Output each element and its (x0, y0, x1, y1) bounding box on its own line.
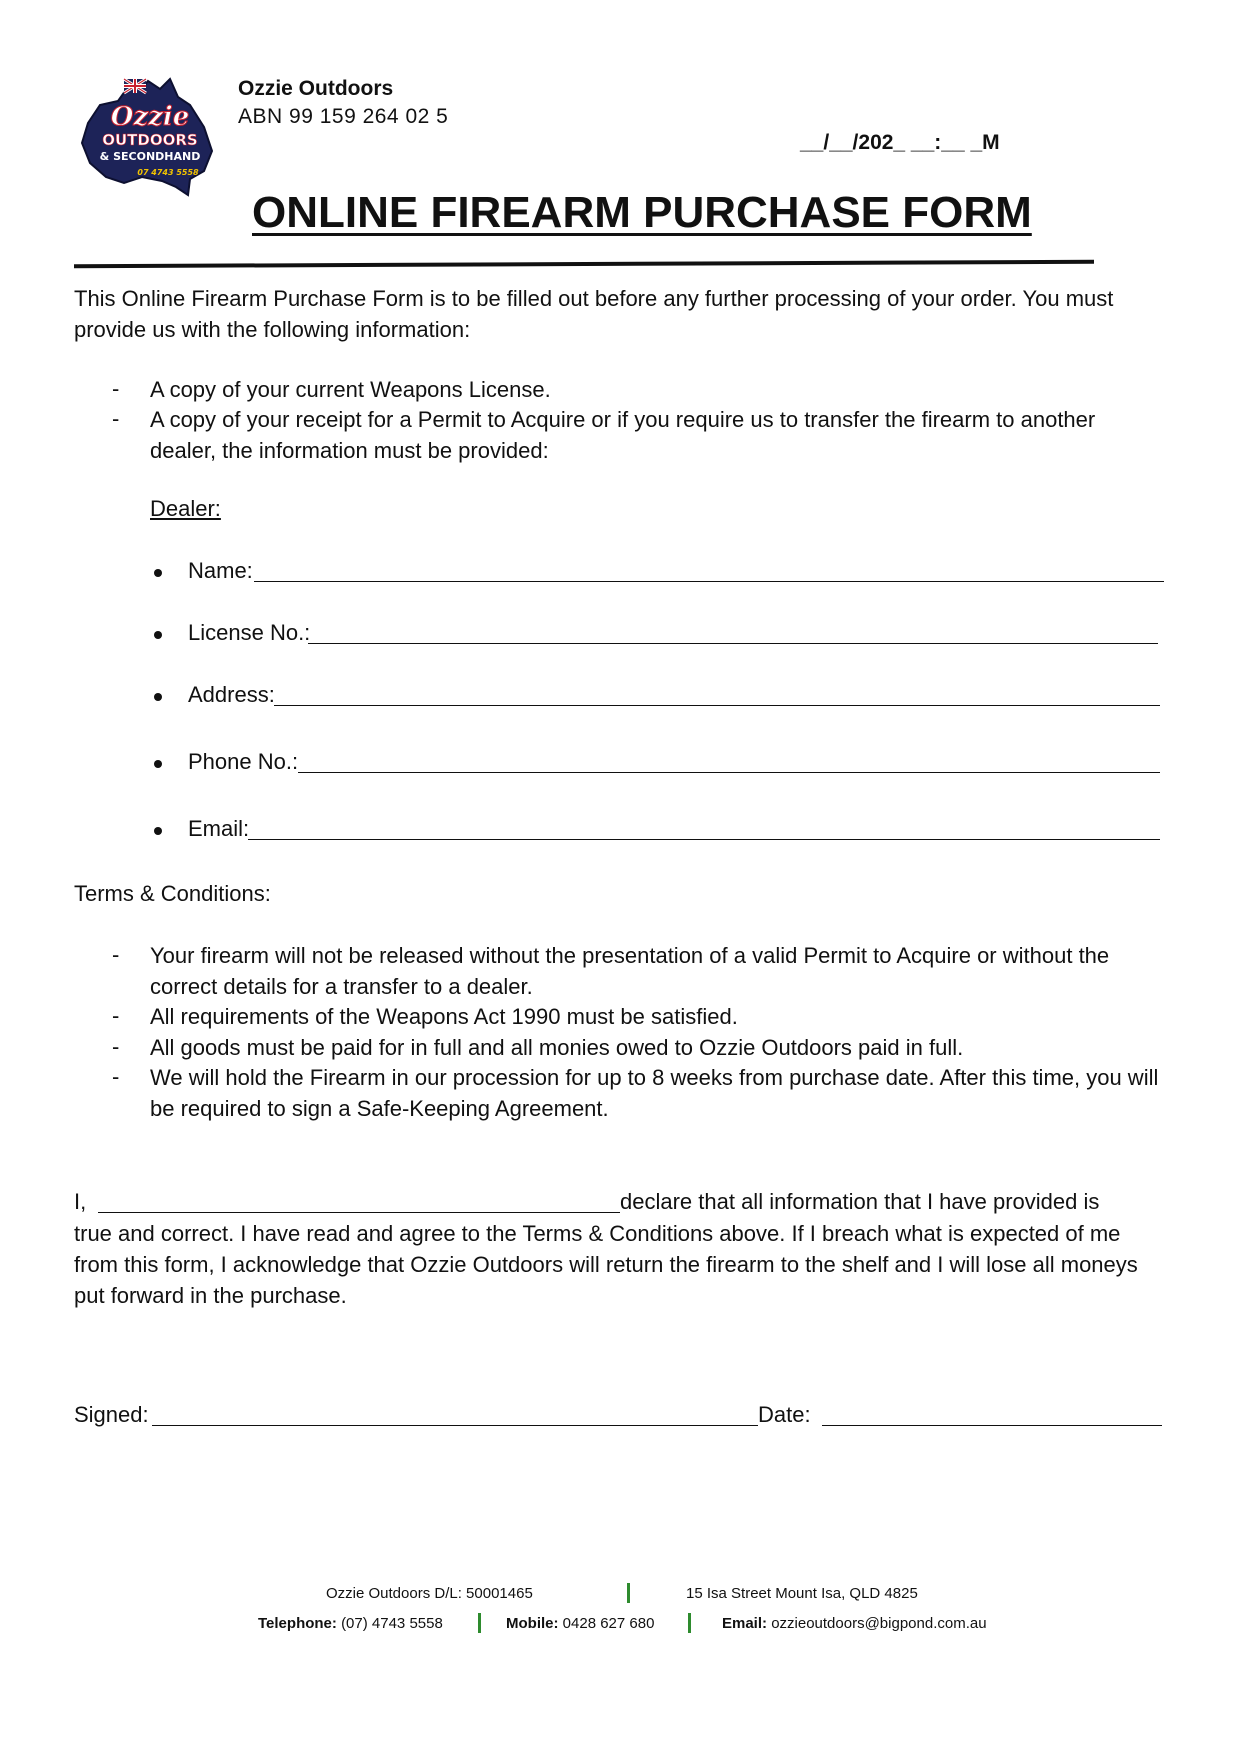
logo-text-ozzie: Ozzie (110, 102, 190, 132)
bullet (154, 631, 162, 639)
footer-address: 15 Isa Street Mount Isa, QLD 4825 (686, 1585, 918, 1602)
list-dash: - (112, 1064, 120, 1089)
intro-paragraph: This Online Firearm Purchase Form is to be filled out before any further processing of your order. You must provide us with the following information: (74, 286, 1114, 342)
dealer-phone-label: Phone No.: (188, 749, 299, 774)
mobile-value: 0428 627 680 (562, 1615, 655, 1632)
dealer-license-label: License No.: (188, 620, 311, 645)
telephone-value: (07) 4743 5558 (341, 1615, 443, 1632)
abn: ABN 99 159 264 02 5 (238, 105, 449, 128)
list-dash: - (112, 942, 120, 967)
dealer-name-label: Name: (188, 558, 253, 583)
list-dash: - (112, 1003, 120, 1028)
email-label: Email: (722, 1615, 768, 1632)
mobile-label: Mobile: (506, 1615, 559, 1632)
terms-item: All goods must be paid for in full and all monies owed to Ozzie Outdoors paid in full. (150, 1035, 964, 1060)
list-dash: - (112, 406, 120, 431)
terms-item: Your firearm will not be released without the presentation of a valid Permit to Acquire or without the correct details for a transfer to a dealer. (150, 943, 1110, 999)
logo-text-outdoors: OUTDOORS (102, 131, 198, 149)
bullet (154, 569, 162, 577)
date-time-placeholder: __/__/202_ __:__ _M (800, 131, 1000, 154)
footer-separator (478, 1613, 481, 1633)
company-name: Ozzie Outdoors (238, 77, 394, 100)
dealer-email-field[interactable] (248, 839, 1160, 840)
footer-mobile (506, 1614, 654, 1634)
title-divider (74, 260, 1094, 268)
page-title: ONLINE FIREARM PURCHASE FORM (252, 188, 1032, 237)
requirement-item: A copy of your receipt for a Permit to Acquire or if you require us to transfer the firearm to another dealer, the information must be provided: (150, 407, 1096, 463)
email-value: ozzieoutdoors@bigpond.com.au (771, 1615, 987, 1632)
telephone-label: Telephone: (258, 1615, 337, 1632)
dealer-email-label: Email: (188, 816, 250, 841)
list-dash: - (112, 376, 120, 401)
dealer-address-field[interactable] (274, 705, 1160, 706)
footer-separator (627, 1583, 630, 1603)
list-dash: - (112, 1034, 120, 1059)
footer-telephone (258, 1614, 443, 1634)
declaration-text: true and correct. I have read and agree to the Terms & Conditions above. If I breach what is expected of me from this form, I acknowledge that Ozzie Outdoors will return the firearm to the shelf and I will lose all moneys put forward in the purchase. (74, 1221, 1138, 1308)
footer-dealer-license: Ozzie Outdoors D/L: 50001465 (326, 1585, 533, 1602)
company-logo (78, 75, 220, 200)
footer-email (722, 1614, 987, 1634)
dealer-name-field[interactable] (254, 581, 1164, 582)
terms-item: All requirements of the Weapons Act 1990 must be satisfied. (150, 1004, 738, 1029)
signed-label: Signed: (74, 1402, 149, 1427)
terms-item: We will hold the Firearm in our procession for up to 8 weeks from purchase date. After this time, you will be required to sign a Safe-Keeping Agreement. (150, 1065, 1159, 1121)
dealer-phone-field[interactable] (298, 772, 1160, 773)
signature-field[interactable] (152, 1425, 758, 1426)
bullet (154, 827, 162, 835)
dealer-license-field[interactable] (308, 643, 1158, 644)
declaration-line1: declare that all information that I have provided is (620, 1189, 1100, 1214)
terms-heading: Terms & Conditions: (74, 881, 271, 906)
bullet (154, 693, 162, 701)
requirement-item: A copy of your current Weapons License. (150, 377, 551, 402)
date-field[interactable] (822, 1425, 1162, 1426)
date-label: Date: (758, 1402, 811, 1427)
dealer-heading: Dealer: (150, 496, 221, 521)
declarant-name-field[interactable] (98, 1212, 620, 1213)
bullet (154, 760, 162, 768)
logo-text-phone: 07 4743 5558 (137, 168, 199, 177)
logo-text-secondhand: & SECONDHAND (99, 150, 201, 163)
declaration-prefix: I, (74, 1189, 87, 1214)
footer-separator (688, 1613, 691, 1633)
dealer-address-label: Address: (188, 682, 275, 707)
